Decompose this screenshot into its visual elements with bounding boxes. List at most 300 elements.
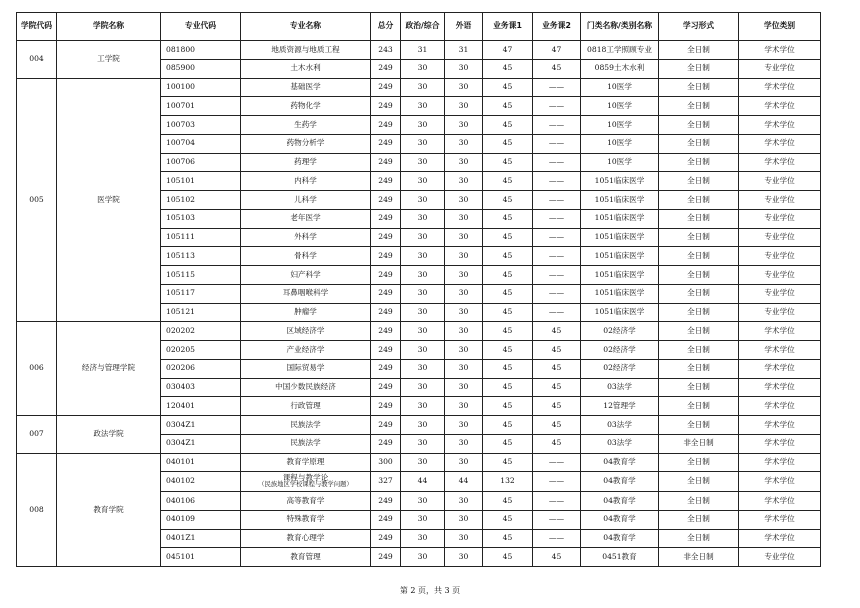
politics-cell: 30 (401, 266, 445, 285)
politics-cell: 30 (401, 116, 445, 135)
major-code-cell: 040101 (161, 453, 241, 472)
course1-cell: 45 (483, 434, 533, 453)
category-cell: 02经济学 (581, 359, 659, 378)
degree-type-cell: 学术学位 (739, 153, 821, 172)
course2-cell: —— (533, 209, 581, 228)
foreign-cell: 30 (445, 97, 483, 116)
politics-cell: 30 (401, 341, 445, 360)
study-mode-cell: 全日制 (659, 59, 739, 78)
degree-type-cell: 专业学位 (739, 172, 821, 191)
degree-type-cell: 专业学位 (739, 303, 821, 322)
course2-cell: —— (533, 191, 581, 210)
major-name-cell: 基础医学 (241, 78, 371, 97)
degree-type-cell: 专业学位 (739, 209, 821, 228)
header-study-mode: 学习形式 (659, 13, 739, 41)
degree-type-cell: 学术学位 (739, 359, 821, 378)
politics-cell: 30 (401, 548, 445, 567)
college-code-cell: 004 (17, 41, 57, 79)
course1-cell: 45 (483, 266, 533, 285)
category-cell: 10医学 (581, 153, 659, 172)
header-course1: 业务课1 (483, 13, 533, 41)
degree-type-cell: 专业学位 (739, 228, 821, 247)
course2-cell: 45 (533, 434, 581, 453)
study-mode-cell: 全日制 (659, 41, 739, 60)
study-mode-cell: 全日制 (659, 416, 739, 435)
header-category: 门类名称/类别名称 (581, 13, 659, 41)
study-mode-cell: 非全日制 (659, 434, 739, 453)
header-politics: 政治/综合 (401, 13, 445, 41)
course1-cell: 45 (483, 303, 533, 322)
course2-cell: 45 (533, 378, 581, 397)
course2-cell: —— (533, 453, 581, 472)
politics-cell: 31 (401, 41, 445, 60)
study-mode-cell: 全日制 (659, 378, 739, 397)
course1-cell: 45 (483, 378, 533, 397)
major-name-cell: 土木水利 (241, 59, 371, 78)
degree-type-cell: 专业学位 (739, 284, 821, 303)
course2-cell: —— (533, 529, 581, 548)
foreign-cell: 30 (445, 303, 483, 322)
major-code-cell: 105111 (161, 228, 241, 247)
major-name-cell (241, 472, 371, 492)
course2-cell: —— (533, 78, 581, 97)
foreign-cell: 30 (445, 548, 483, 567)
table-header-row (17, 13, 821, 41)
course1-cell: 45 (483, 397, 533, 416)
major-name-cell: 教育心理学 (241, 529, 371, 548)
politics-cell: 30 (401, 416, 445, 435)
study-mode-cell: 全日制 (659, 453, 739, 472)
politics-cell: 30 (401, 134, 445, 153)
college-code-cell: 006 (17, 322, 57, 416)
major-name-cell: 高等教育学 (241, 492, 371, 511)
course1-cell: 45 (483, 59, 533, 78)
politics-cell: 30 (401, 209, 445, 228)
course2-cell: —— (533, 228, 581, 247)
study-mode-cell: 全日制 (659, 266, 739, 285)
foreign-cell: 31 (445, 41, 483, 60)
course1-cell: 47 (483, 41, 533, 60)
college-code-cell: 008 (17, 453, 57, 567)
major-code-cell: 081800 (161, 41, 241, 60)
degree-type-cell: 学术学位 (739, 41, 821, 60)
course2-cell: —— (533, 266, 581, 285)
major-name-cell: 药理学 (241, 153, 371, 172)
total-cell: 249 (371, 303, 401, 322)
major-name-cell: 药物化学 (241, 97, 371, 116)
foreign-cell: 30 (445, 172, 483, 191)
course2-cell: —— (533, 153, 581, 172)
course1-cell: 45 (483, 78, 533, 97)
major-code-cell: 105101 (161, 172, 241, 191)
study-mode-cell: 全日制 (659, 284, 739, 303)
study-mode-cell: 全日制 (659, 78, 739, 97)
category-cell: 0859土木水利 (581, 59, 659, 78)
course1-cell: 45 (483, 284, 533, 303)
course1-cell: 45 (483, 529, 533, 548)
header-college-name: 学院名称 (57, 13, 161, 41)
major-code-cell: 045101 (161, 548, 241, 567)
major-name-cell: 中国少数民族经济 (241, 378, 371, 397)
course1-cell: 45 (483, 359, 533, 378)
major-name-cell: 地质资源与地质工程 (241, 41, 371, 60)
major-code-cell: 0401Z1 (161, 529, 241, 548)
table-row (17, 453, 821, 472)
study-mode-cell: 全日制 (659, 247, 739, 266)
degree-type-cell: 学术学位 (739, 529, 821, 548)
header-total: 总分 (371, 13, 401, 41)
degree-type-cell: 专业学位 (739, 266, 821, 285)
major-name-cell: 行政管理 (241, 397, 371, 416)
politics-cell: 30 (401, 191, 445, 210)
politics-cell: 30 (401, 97, 445, 116)
major-code-cell: 085900 (161, 59, 241, 78)
total-cell: 249 (371, 510, 401, 529)
politics-cell: 30 (401, 322, 445, 341)
politics-cell: 30 (401, 172, 445, 191)
total-cell: 249 (371, 266, 401, 285)
category-cell: 1051临床医学 (581, 284, 659, 303)
major-name-cell: 药物分析学 (241, 134, 371, 153)
major-name-cell: 内科学 (241, 172, 371, 191)
total-cell: 249 (371, 492, 401, 511)
course2-cell: 45 (533, 397, 581, 416)
politics-cell: 30 (401, 284, 445, 303)
table-row (17, 322, 821, 341)
major-name-text: 课程与教学论 (282, 473, 329, 483)
politics-cell: 30 (401, 247, 445, 266)
total-cell: 249 (371, 78, 401, 97)
course1-cell: 45 (483, 492, 533, 511)
foreign-cell: 30 (445, 209, 483, 228)
course1-cell: 45 (483, 134, 533, 153)
header-major-name: 专业名称 (241, 13, 371, 41)
total-cell: 249 (371, 172, 401, 191)
college-name-cell: 经济与管理学院 (57, 322, 161, 416)
foreign-cell: 30 (445, 228, 483, 247)
politics-cell: 30 (401, 59, 445, 78)
total-cell: 243 (371, 41, 401, 60)
degree-type-cell: 专业学位 (739, 59, 821, 78)
study-mode-cell: 全日制 (659, 472, 739, 492)
total-cell: 249 (371, 341, 401, 360)
course1-cell: 45 (483, 97, 533, 116)
degree-type-cell: 学术学位 (739, 453, 821, 472)
politics-cell: 30 (401, 378, 445, 397)
foreign-cell: 30 (445, 529, 483, 548)
total-cell: 249 (371, 153, 401, 172)
course1-cell: 45 (483, 228, 533, 247)
politics-cell: 30 (401, 453, 445, 472)
politics-cell: 30 (401, 529, 445, 548)
politics-cell: 30 (401, 397, 445, 416)
major-code-cell: 105121 (161, 303, 241, 322)
degree-type-cell: 学术学位 (739, 78, 821, 97)
major-code-cell: 040109 (161, 510, 241, 529)
major-code-cell: 105103 (161, 209, 241, 228)
study-mode-cell: 全日制 (659, 397, 739, 416)
degree-type-cell: 学术学位 (739, 116, 821, 135)
politics-cell: 30 (401, 303, 445, 322)
foreign-cell: 30 (445, 78, 483, 97)
header-major-code: 专业代码 (161, 13, 241, 41)
major-code-cell: 040106 (161, 492, 241, 511)
degree-type-cell: 专业学位 (739, 548, 821, 567)
course1-cell: 45 (483, 548, 533, 567)
course1-cell: 45 (483, 322, 533, 341)
table-row (17, 41, 821, 60)
major-name-cell: 耳鼻咽喉科学 (241, 284, 371, 303)
table-row (17, 416, 821, 435)
major-name-cell: 教育管理 (241, 548, 371, 567)
major-code-cell: 105115 (161, 266, 241, 285)
foreign-cell: 30 (445, 266, 483, 285)
major-code-cell: 105113 (161, 247, 241, 266)
major-code-cell: 100704 (161, 134, 241, 153)
major-name-cell: 生药学 (241, 116, 371, 135)
major-code-cell: 040102 (161, 472, 241, 492)
total-cell: 249 (371, 191, 401, 210)
category-cell: 02经济学 (581, 322, 659, 341)
foreign-cell: 30 (445, 359, 483, 378)
college-name-cell: 医学院 (57, 78, 161, 322)
course2-cell: —— (533, 247, 581, 266)
total-cell: 249 (371, 322, 401, 341)
category-cell: 10医学 (581, 78, 659, 97)
total-cell: 249 (371, 116, 401, 135)
category-cell: 10医学 (581, 134, 659, 153)
study-mode-cell: 全日制 (659, 322, 739, 341)
college-name-cell: 工学院 (57, 41, 161, 79)
total-cell: 249 (371, 416, 401, 435)
major-name-cell: 特殊教育学 (241, 510, 371, 529)
course2-cell: 45 (533, 322, 581, 341)
course2-cell: 45 (533, 359, 581, 378)
foreign-cell: 30 (445, 284, 483, 303)
category-cell: 1051临床医学 (581, 209, 659, 228)
total-cell: 327 (371, 472, 401, 492)
major-code-cell: 020205 (161, 341, 241, 360)
category-cell: 03法学 (581, 434, 659, 453)
study-mode-cell: 全日制 (659, 134, 739, 153)
study-mode-cell: 全日制 (659, 341, 739, 360)
foreign-cell: 30 (445, 416, 483, 435)
major-code-cell: 0304Z1 (161, 434, 241, 453)
course1-cell: 45 (483, 510, 533, 529)
study-mode-cell: 全日制 (659, 172, 739, 191)
study-mode-cell: 全日制 (659, 191, 739, 210)
degree-type-cell: 学术学位 (739, 492, 821, 511)
category-cell: 1051临床医学 (581, 191, 659, 210)
major-code-cell: 100706 (161, 153, 241, 172)
category-cell: 02经济学 (581, 341, 659, 360)
study-mode-cell: 全日制 (659, 359, 739, 378)
degree-type-cell: 学术学位 (739, 341, 821, 360)
course1-cell: 45 (483, 191, 533, 210)
category-cell: 03法学 (581, 416, 659, 435)
course1-cell: 45 (483, 341, 533, 360)
course2-cell: —— (533, 134, 581, 153)
total-cell: 249 (371, 209, 401, 228)
major-name-cell: 民族法学 (241, 416, 371, 435)
total-cell: 249 (371, 228, 401, 247)
degree-type-cell: 学术学位 (739, 434, 821, 453)
politics-cell: 30 (401, 153, 445, 172)
course2-cell: 47 (533, 41, 581, 60)
course2-cell: 45 (533, 548, 581, 567)
study-mode-cell: 全日制 (659, 529, 739, 548)
total-cell: 249 (371, 97, 401, 116)
degree-type-cell: 专业学位 (739, 247, 821, 266)
degree-type-cell: 学术学位 (739, 134, 821, 153)
table-row (17, 78, 821, 97)
header-course2: 业务课2 (533, 13, 581, 41)
college-name-cell: 政法学院 (57, 416, 161, 454)
category-cell: 1051临床医学 (581, 247, 659, 266)
total-cell: 249 (371, 529, 401, 548)
course2-cell: —— (533, 116, 581, 135)
course2-cell: —— (533, 510, 581, 529)
total-cell: 249 (371, 378, 401, 397)
degree-type-cell: 学术学位 (739, 378, 821, 397)
total-cell: 249 (371, 247, 401, 266)
major-name-cell: 国际贸易学 (241, 359, 371, 378)
major-note-text: （民族地区学校课程与教学问题） (258, 481, 353, 489)
foreign-cell: 30 (445, 116, 483, 135)
category-cell: 1051临床医学 (581, 303, 659, 322)
total-cell: 249 (371, 284, 401, 303)
politics-cell: 30 (401, 359, 445, 378)
college-code-cell: 007 (17, 416, 57, 454)
major-name-cell: 区域经济学 (241, 322, 371, 341)
course2-cell: —— (533, 284, 581, 303)
major-code-cell: 100100 (161, 78, 241, 97)
foreign-cell: 30 (445, 492, 483, 511)
major-code-cell: 100701 (161, 97, 241, 116)
page-number: 第 2 页，共 3 页 (399, 586, 461, 595)
degree-type-cell: 学术学位 (739, 510, 821, 529)
major-code-cell: 105117 (161, 284, 241, 303)
major-code-cell: 100703 (161, 116, 241, 135)
course2-cell: 45 (533, 341, 581, 360)
major-name-cell: 外科学 (241, 228, 371, 247)
foreign-cell: 30 (445, 191, 483, 210)
foreign-cell: 30 (445, 59, 483, 78)
major-name-cell: 骨科学 (241, 247, 371, 266)
total-cell: 249 (371, 434, 401, 453)
course1-cell: 45 (483, 453, 533, 472)
course1-cell: 132 (483, 472, 533, 492)
course2-cell: —— (533, 172, 581, 191)
foreign-cell: 30 (445, 134, 483, 153)
category-cell: 0451教育 (581, 548, 659, 567)
category-cell: 03法学 (581, 378, 659, 397)
category-cell: 04教育学 (581, 492, 659, 511)
study-mode-cell: 全日制 (659, 228, 739, 247)
course1-cell: 45 (483, 153, 533, 172)
total-cell: 249 (371, 548, 401, 567)
politics-cell: 44 (401, 472, 445, 492)
major-code-cell: 020202 (161, 322, 241, 341)
course1-cell: 45 (483, 247, 533, 266)
course1-cell: 45 (483, 116, 533, 135)
category-cell: 10医学 (581, 116, 659, 135)
major-code-cell: 120401 (161, 397, 241, 416)
foreign-cell: 30 (445, 322, 483, 341)
foreign-cell: 30 (445, 397, 483, 416)
total-cell: 249 (371, 397, 401, 416)
header-college-code: 学院代码 (17, 13, 57, 41)
category-cell: 10医学 (581, 97, 659, 116)
category-cell: 1051临床医学 (581, 266, 659, 285)
category-cell: 0818工学照顾专业 (581, 41, 659, 60)
category-cell: 04教育学 (581, 510, 659, 529)
study-mode-cell: 全日制 (659, 209, 739, 228)
foreign-cell: 30 (445, 434, 483, 453)
study-mode-cell: 全日制 (659, 492, 739, 511)
foreign-cell: 30 (445, 378, 483, 397)
politics-cell: 30 (401, 434, 445, 453)
degree-type-cell: 专业学位 (739, 191, 821, 210)
foreign-cell: 30 (445, 510, 483, 529)
foreign-cell: 30 (445, 153, 483, 172)
major-name-cell: 肿瘤学 (241, 303, 371, 322)
degree-type-cell: 学术学位 (739, 322, 821, 341)
total-cell: 249 (371, 359, 401, 378)
major-name-cell: 儿科学 (241, 191, 371, 210)
major-code-cell: 105102 (161, 191, 241, 210)
politics-cell: 30 (401, 228, 445, 247)
category-cell: 1051临床医学 (581, 228, 659, 247)
study-mode-cell: 全日制 (659, 510, 739, 529)
course1-cell: 45 (483, 209, 533, 228)
total-cell: 249 (371, 59, 401, 78)
category-cell: 04教育学 (581, 529, 659, 548)
politics-cell: 30 (401, 510, 445, 529)
study-mode-cell: 全日制 (659, 303, 739, 322)
course2-cell: —— (533, 492, 581, 511)
course2-cell: 45 (533, 59, 581, 78)
header-foreign: 外语 (445, 13, 483, 41)
category-cell: 04教育学 (581, 472, 659, 492)
degree-type-cell: 学术学位 (739, 416, 821, 435)
course2-cell: —— (533, 303, 581, 322)
degree-type-cell: 学术学位 (739, 397, 821, 416)
foreign-cell: 30 (445, 341, 483, 360)
total-cell: 249 (371, 134, 401, 153)
header-degree-type: 学位类别 (739, 13, 821, 41)
major-name-cell: 产业经济学 (241, 341, 371, 360)
degree-type-cell: 学术学位 (739, 97, 821, 116)
course2-cell: —— (533, 472, 581, 492)
major-name-cell: 民族法学 (241, 434, 371, 453)
major-code-cell: 020206 (161, 359, 241, 378)
major-code-cell: 030403 (161, 378, 241, 397)
foreign-cell: 30 (445, 247, 483, 266)
politics-cell: 30 (401, 78, 445, 97)
course2-cell: —— (533, 97, 581, 116)
score-table (16, 12, 821, 567)
category-cell: 1051临床医学 (581, 172, 659, 191)
degree-type-cell: 学术学位 (739, 472, 821, 492)
study-mode-cell: 全日制 (659, 116, 739, 135)
foreign-cell: 30 (445, 453, 483, 472)
course1-cell: 45 (483, 172, 533, 191)
major-code-cell: 0304Z1 (161, 416, 241, 435)
course2-cell: 45 (533, 416, 581, 435)
major-name-cell: 老年医学 (241, 209, 371, 228)
study-mode-cell: 非全日制 (659, 548, 739, 567)
